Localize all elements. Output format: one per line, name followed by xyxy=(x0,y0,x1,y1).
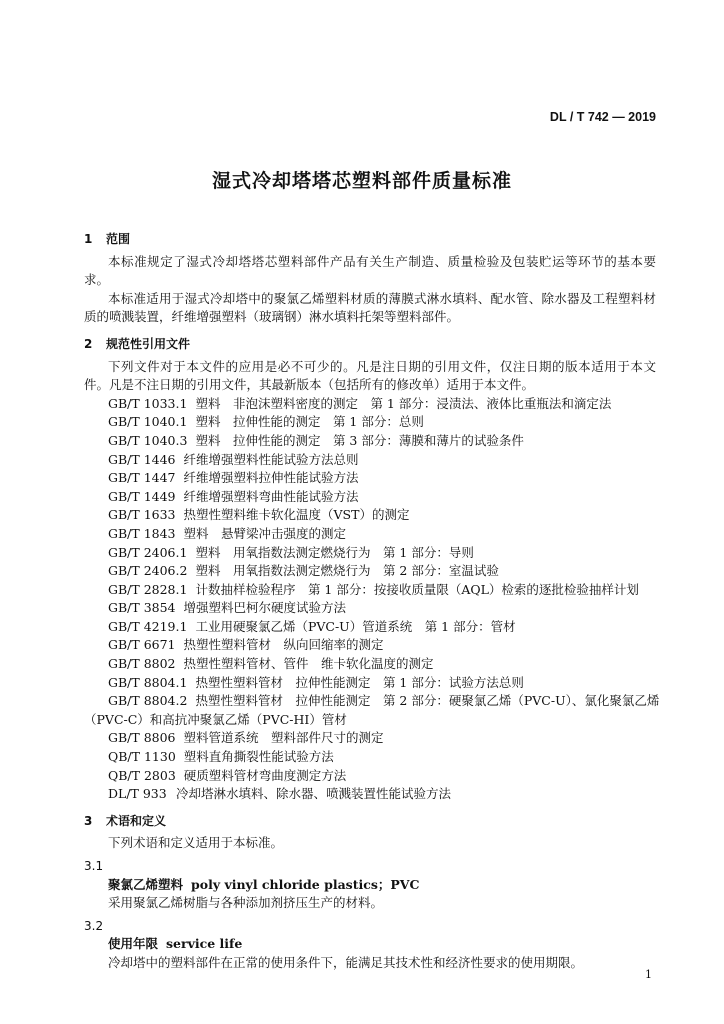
reference-item xyxy=(84,544,656,563)
reference-item xyxy=(84,562,656,581)
clause-number: 3.1 xyxy=(84,859,104,873)
document-body xyxy=(84,224,660,973)
reference-code: GB/T 8804.2 xyxy=(108,693,188,709)
reference-item xyxy=(84,581,656,600)
reference-item xyxy=(84,432,656,451)
reference-title: 增强塑料巴柯尔硬度试验方法 xyxy=(183,600,347,616)
term-english: service life xyxy=(166,936,243,952)
reference-code: GB/T 1033.1 xyxy=(108,395,188,411)
section-heading xyxy=(84,230,656,249)
section-heading xyxy=(84,335,656,354)
reference-code: GB/T 1040.1 xyxy=(108,414,188,430)
reference-item xyxy=(84,618,656,637)
reference-item xyxy=(84,525,656,544)
reference-code: GB/T 8806 xyxy=(108,730,176,746)
paragraph: 本标准适用于湿式冷却塔中的聚氯乙烯塑料材质的薄膜式淋水填料、配水管、除水器及工程塑料材质的喷溅装置，纤维增强塑料（玻璃钢）淋水填料托架等塑料部件。 xyxy=(84,290,656,325)
reference-item xyxy=(84,395,656,414)
reference-code: GB/T 3854 xyxy=(108,600,176,616)
term-entry xyxy=(84,935,656,954)
section-heading xyxy=(84,812,656,831)
reference-code: GB/T 4219.1 xyxy=(108,618,188,634)
reference-item xyxy=(84,599,656,618)
reference-item xyxy=(84,785,656,804)
reference-title: 热塑性塑料管材 拉伸性能测定 第 1 部分：试验方法总则 xyxy=(195,674,524,690)
section-title: 规范性引用文件 xyxy=(106,336,191,351)
term-definition: 采用聚氯乙烯树脂与各种添加剂挤压生产的材料。 xyxy=(108,895,384,911)
reference-title: 塑料 拉伸性能的测定 第 3 部分：薄膜和薄片的试验条件 xyxy=(195,432,524,448)
reference-code: GB/T 1447 xyxy=(108,470,176,486)
reference-title: 计数抽样检验程序 第 1 部分：按接收质量限（AQL）检索的逐批检验抽样计划 xyxy=(195,581,639,597)
reference-code: GB/T 1040.3 xyxy=(108,432,188,448)
reference-code: GB/T 1633 xyxy=(108,507,176,523)
reference-code: GB/T 1843 xyxy=(108,525,176,541)
reference-title: 纤维增强塑料弯曲性能试验方法 xyxy=(183,488,359,504)
section-number: 3 xyxy=(84,813,93,828)
reference-code: GB/T 2828.1 xyxy=(108,581,188,597)
reference-title: 纤维增强塑料性能试验方法总则 xyxy=(183,451,359,467)
term-entry xyxy=(84,876,656,895)
reference-title: 塑料 用氧指数法测定燃烧行为 第 1 部分：导则 xyxy=(195,544,474,560)
reference-title: 塑料管道系统 塑料部件尺寸的测定 xyxy=(183,730,384,746)
reference-item xyxy=(84,469,656,488)
term-definition: 冷却塔中的塑料部件在正常的使用条件下，能满足其技术性和经济性要求的使用期限。 xyxy=(108,954,584,970)
clause-number: 3.2 xyxy=(84,918,104,933)
reference-code: GB/T 2406.1 xyxy=(108,544,188,560)
reference-title: 热塑性塑料管材、管件 维卡软化温度的测定 xyxy=(183,656,434,672)
section-title: 术语和定义 xyxy=(106,813,167,828)
reference-item xyxy=(84,748,656,767)
reference-title-continuation: （PVC-C）和高抗冲聚氯乙烯（PVC-HI）管材 xyxy=(84,711,347,727)
reference-list xyxy=(84,395,660,804)
reference-item xyxy=(84,729,656,748)
reference-item xyxy=(84,636,656,655)
reference-title: 塑料 非泡沫塑料密度的测定 第 1 部分：浸渍法、液体比重瓶法和滴定法 xyxy=(195,395,612,411)
section-number: 2 xyxy=(84,336,93,351)
reference-title: 热塑性塑料管材 拉伸性能测定 第 2 部分：硬聚氯乙烯（PVC-U）、氯化聚氯乙烯 xyxy=(195,693,660,709)
document-title: 湿式冷却塔塔芯塑料部件质量标准 xyxy=(211,170,512,192)
reference-code: QB/T 1130 xyxy=(108,749,176,765)
reference-item xyxy=(84,655,656,674)
reference-item xyxy=(84,767,656,786)
reference-code: GB/T 8804.1 xyxy=(108,674,188,690)
reference-code: QB/T 2803 xyxy=(108,767,176,783)
reference-item xyxy=(84,692,660,711)
reference-item xyxy=(84,451,656,470)
page-number: 1 xyxy=(645,968,652,981)
reference-title: 硬质塑料管材弯曲度测定方法 xyxy=(183,767,347,783)
paragraph: 下列文件对于本文件的应用是必不可少的。凡是注日期的引用文件，仅注日期的版本适用于本文件。凡是不注日期的引用文件，其最新版本（包括所有的修改单）适用于本文件。 xyxy=(84,358,656,393)
paragraph: 本标准规定了湿式冷却塔塔芯塑料部件产品有关生产制造、质量检验及包装贮运等环节的基本要求。 xyxy=(84,253,656,288)
reference-code: GB/T 8802 xyxy=(108,656,176,672)
reference-code: GB/T 2406.2 xyxy=(108,563,188,579)
reference-item xyxy=(84,674,656,693)
reference-title: 塑料 用氧指数法测定燃烧行为 第 2 部分：室温试验 xyxy=(195,563,499,579)
reference-title: 热塑性塑料维卡软化温度（VST）的测定 xyxy=(183,507,410,523)
reference-title: 冷却塔淋水填料、除水器、喷溅装置性能试验方法 xyxy=(176,786,452,802)
term-chinese: 使用年限 xyxy=(108,936,159,952)
paragraph: 下列术语和定义适用于本标准。 xyxy=(108,835,284,851)
reference-title: 工业用硬聚氯乙烯（PVC-U）管道系统 第 1 部分：管材 xyxy=(195,618,516,634)
term-chinese: 聚氯乙烯塑料 xyxy=(108,876,184,892)
term-english: poly vinyl chloride plastics；PVC xyxy=(191,876,420,892)
section-number: 1 xyxy=(84,232,93,246)
reference-title: 塑料 悬臂梁冲击强度的测定 xyxy=(183,525,347,541)
reference-item xyxy=(84,413,656,432)
reference-item xyxy=(84,488,656,507)
reference-title: 塑料直角撕裂性能试验方法 xyxy=(183,749,334,765)
reference-title: 纤维增强塑料拉伸性能试验方法 xyxy=(183,470,359,486)
reference-title: 塑料 拉伸性能的测定 第 1 部分：总则 xyxy=(195,414,424,430)
reference-code: GB/T 1446 xyxy=(108,451,176,467)
reference-code: GB/T 6671 xyxy=(108,637,176,653)
reference-item xyxy=(84,506,656,525)
standard-code: DL / T 742 — 2019 xyxy=(549,110,656,124)
reference-title: 热塑性塑料管材 纵向回缩率的测定 xyxy=(183,637,384,653)
reference-code: GB/T 1449 xyxy=(108,488,176,504)
reference-code: DL/T 933 xyxy=(108,786,167,802)
section-title: 范围 xyxy=(106,232,131,246)
